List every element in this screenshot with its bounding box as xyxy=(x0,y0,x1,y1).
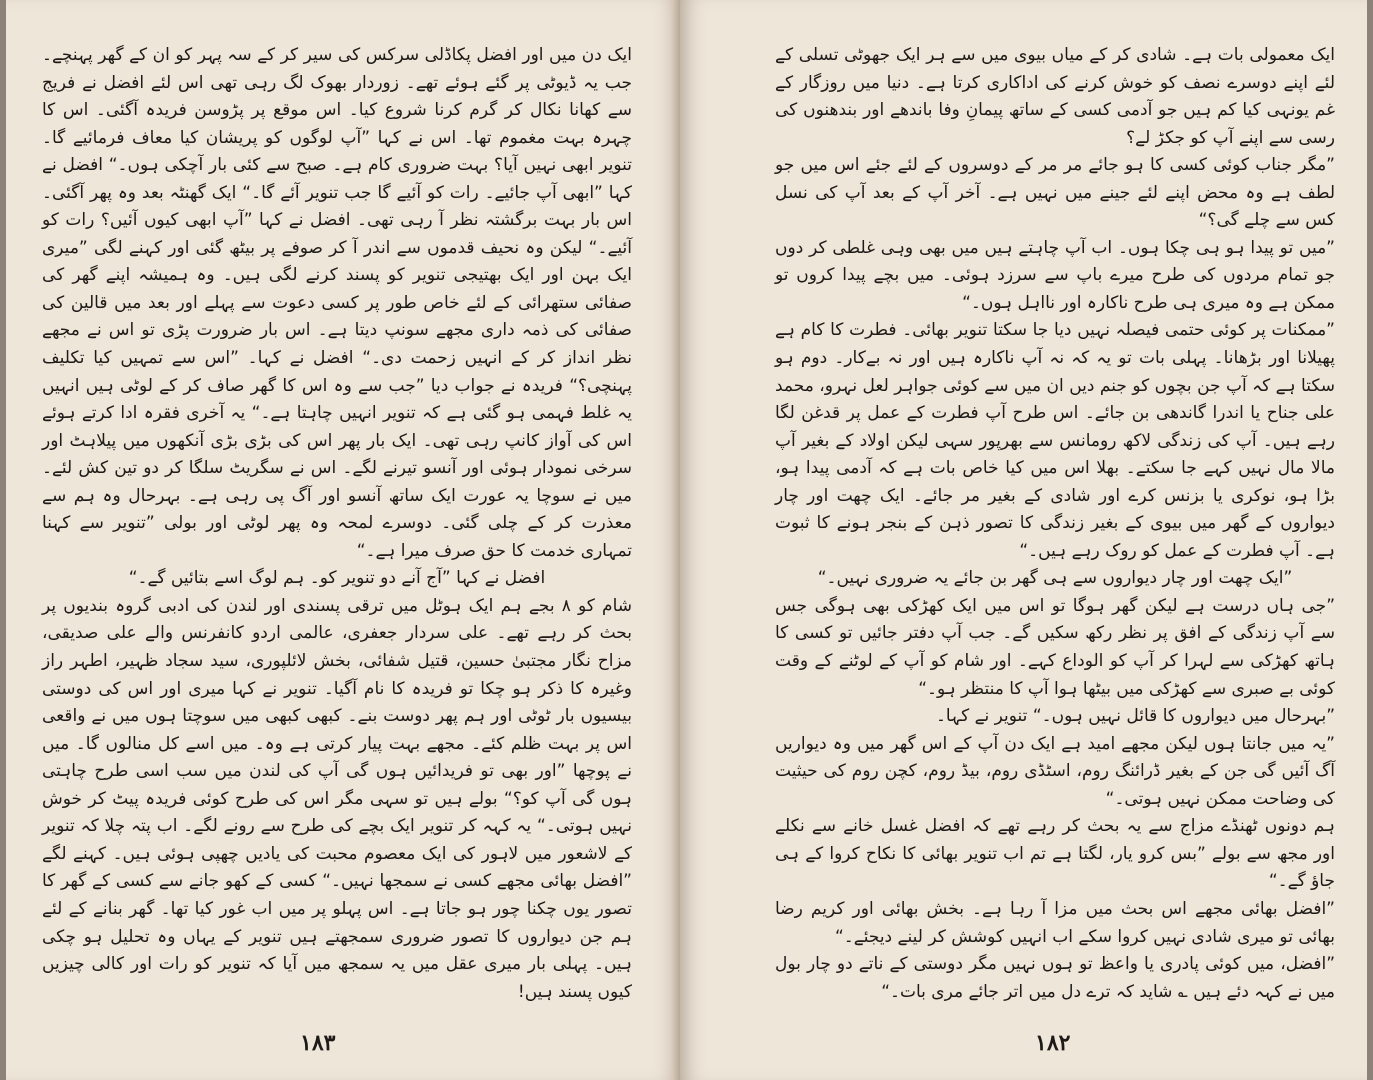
left-paragraph-3: شام کو ۸ بجے ہم ایک ہوٹل میں ترقی پسندی اور لندن کی ادبی گروہ بندیوں پر بحث کر رہے تھے۔ علی سردار جعفری، عالمی اردو کانفرنس والے علی صدیقی، مزاح نگار مجتبیٰ حسین، قتیل شفائی، بخش لائلپوری، سید سجاد ظہیر، اطہر راز وغیرہ کا ذکر ہو چکا تو فریدہ کا نام آگیا۔ تنویر نے کہا میری اور اس کی دوستی بیسیوں بار ٹوٹی اور ہم پھر دوست بنے۔ کبھی کبھی میں سوچتا ہوں میں نے واقعی اس پر بہت ظلم کئے۔ مجھے بہت پیار کرتی ہے وہ۔ میں اسے کل منالوں گا۔ میں نے پوچھا ”اور بھی تو فریدائیں ہوں گی آپ کی لندن میں سب اسی طرح چاہتی ہوں گی آپ کو؟“ بولے ہیں تو سہی مگر اس کی طرح کوئی فریدہ پیٹ کر خوش نہیں ہوتی۔“ یہ کہہ کر تنویر ایک بچے کی طرح سے رونے لگے۔ اب پتہ چلا کہ تنویر کے لاشعور میں لاہور کی ایک معصوم محبت کی یادیں چھپی ہوئی ہیں۔ کہنے لگے ”افضل بھائی مجھے کسی نے سمجھا نہیں۔“ کسی کے کھو جانے سے کسی کے گھر کا تصور یوں چکنا چور ہو جاتا ہے۔ اس پہلو پر میں اب غور کیا تھا۔ گھر بنانے کے لئے ہم جن دیواروں کا تصور ضروری سمجھتے ہیں تنویر کے یہاں وہ تحلیل ہو چکی ہیں۔ پہلی بار میری عقل میں یہ سمجھ میں آیا کہ تنویر کو رات اور کالی چیزیں کیوں پسند ہیں! xyxy=(42,595,632,1002)
left-paragraph-1: ایک دن میں اور افضل پکاڈلی سرکس کی سیر کر کے سہ پہر کو ان کے گھر پہنچے۔ جب یہ ڈیوٹی پر گئے ہوئے تھے۔ زوردار بھوک لگ رہی تھی اس لئے افضل نے فریج سے کھانا نکال کر گرم کرنا شروع کیا۔ اس موقع پر پڑوسن فریدہ آگئی۔ اس کا چہرہ بہت مغموم تھا۔ اس نے کہا ”آپ لوگوں کو پریشان کیا معاف فرمائیے گا۔ تنویر ابھی نہیں آیا؟ بہت ضروری کام ہے۔ صبح سے کئی بار آچکی ہوں۔“ افضل نے کہا ”ابھی آپ جائیے۔ رات کو آئیے گا جب تنویر آئے گا۔“ ایک گھنٹہ بعد وہ پھر آگئی۔ اس بار بہت برگشتہ نظر آ رہی تھی۔ افضل نے کہا ”آپ ابھی کیوں آئیں؟ رات کو آئیے۔“ لیکن وہ نحیف قدموں سے اندر آ کر صوفے پر بیٹھ گئی اور کہنے لگی ”میری ایک بہن اور ایک بھتیجی تنویر کو پسند کرنے لگی ہیں۔ وہ ہمیشہ اپنے گھر کی صفائی ستھرائی کے لئے خاص طور پر کسی دعوت سے پہلے اور بعد میں قالین کی صفائی کی ذمہ داری مجھے سونپ دیتا ہے۔ اس بار ضرورت پڑی تو اس نے مجھے نظر انداز کر کے انہیں زحمت دی۔“ افضل نے کہا۔ ”اس سے تمہیں کیا تکلیف پہنچی؟“ فریدہ نے جواب دیا ”جب سے وہ اس کا گھر صاف کر کے لوٹی ہیں انہیں یہ غلط فہمی ہو گئی ہے کہ تنویر انہیں چاہتا ہے۔“ یہ آخری فقرہ ادا کرتے ہوئے اس کی آواز کانپ رہی تھی۔ ایک بار پھر اس کی بڑی بڑی آنکھوں میں پیلاہٹ اور سرخی نمودار ہوئی اور آنسو تیرنے لگے۔ اس نے سگریٹ سلگا کر دو تین کش لئے۔ میں نے سوچا یہ عورت ایک ساتھ آنسو اور آگ پی رہی ہے۔ بہرحال وہ ہم سے معذرت کر کے چلی گئی۔ دوسرے لمحہ وہ پھر لوٹی اور بولی ”تنویر سے کہنا تمہاری خدمت کا حق صرف میرا ہے۔“ xyxy=(42,45,632,561)
right-paragraph-10: ”افضل بھائی مجھے اس بحث میں مزا آ رہا ہے۔ بخش بھائی اور کریم رضا بھائی تو میری شادی نہیں کروا سکے اب انہیں کوشش کر لینے دیجئے۔“ xyxy=(775,898,1335,947)
left-page-number: ۱۸۳ xyxy=(300,1030,336,1056)
left-paragraph-2: افضل نے کہا ”آج آنے دو تنویر کو۔ ہم لوگ اسے بتائیں گے۔“ xyxy=(128,568,546,589)
right-paragraph-11: ”افضل، میں کوئی پادری یا واعظ تو ہوں نہیں مگر دوستی کے ناتے دو چار بول میں نے کہہ دئے ہیں ؎ شاید کہ ترے دل میں اتر جائے مری بات۔“ xyxy=(775,954,1335,1002)
right-paragraph-9: ہم دونوں ٹھنڈے مزاج سے یہ بحث کر رہے تھے کہ افضل غسل خانے سے نکلے اور مجھ سے بولے ”بس کرو یار، لگتا ہے تم اب تنویر بھائی کا نکاح کروا کے ہی جاؤ گے۔“ xyxy=(775,816,1335,892)
right-paragraph-2: ”مگر جناب کوئی کسی کا ہو جائے مر مر کے دوسروں کے لئے جئے اس میں جو لطف ہے وہ محض اپنے لئے جینے میں نہیں ہے۔ آخر آپ کے بعد آپ کی نسل کس سے چلے گی؟“ xyxy=(775,155,1335,231)
right-page xyxy=(680,0,1373,1080)
right-paragraph-4: ”ممکنات پر کوئی حتمی فیصلہ نہیں دیا جا سکتا تنویر بھائی۔ فطرت کا کام ہے پھیلانا اور بڑھانا۔ پہلی بات تو یہ کہ نہ آپ ناکارہ ہیں اور نہ بےکار۔ دوم ہو سکتا ہے کہ آپ جن بچوں کو جنم دیں ان میں سے کوئی جواہر لعل نہرو، محمد علی جناح یا اندرا گاندھی بن جائے۔ اس طرح آپ فطرت کے عمل پر قدغن لگا رہے ہیں۔ آپ کی زندگی لاکھ رومانس سے بھرپور سہی لیکن اولاد کے بغیر آپ مالا مال نہیں کہے جا سکتے۔ بھلا اس میں کیا خاص بات ہے کہ آدمی پیدا ہو، بڑا ہو، نوکری یا بزنس کرے اور شادی کے بغیر مر جائے۔ ایک چھت اور چار دیواروں کے گھر میں بیوی کے بغیر زندگی کا تصور ذہن کے بنجر ہونے کا ثبوت ہے۔ آپ فطرت کے عمل کو روک رہے ہیں۔“ xyxy=(775,320,1335,561)
right-page-number: ۱۸۲ xyxy=(1035,1030,1071,1056)
right-paragraph-7: ”بہرحال میں دیواروں کا قائل نہیں ہوں۔“ تنویر نے کہا۔ xyxy=(935,706,1335,727)
right-paragraph-3: ”میں تو پیدا ہو ہی چکا ہوں۔ اب آپ چاہتے ہیں میں بھی وہی غلطی کر دوں جو تمام مردوں کی طرح میرے باپ سے سرزد ہوئی۔ میں بچے پیدا کروں تو ممکن ہے وہ میری ہی طرح ناکارہ اور نااہل ہوں۔“ xyxy=(775,237,1335,313)
page-edge xyxy=(0,0,6,1080)
right-paragraph-5: ”ایک چھت اور چار دیواروں سے ہی گھر بن جائے یہ ضروری نہیں۔“ xyxy=(817,568,1293,589)
right-page-text xyxy=(775,42,1335,1006)
right-paragraph-6: ”جی ہاں درست ہے لیکن گھر ہوگا تو اس میں ایک کھڑکی بھی ہوگی جس سے آپ زندگی کے افق پر نظر رکھ سکیں گے۔ جب آپ دفتر جائیں تو کسی کا ہاتھ کھڑکی سے لہرا کر آپ کو الوداع کہے۔ اور شام کو آپ کے لوٹنے کے وقت کوئی بے صبری سے کھڑکی میں بیٹھا ہوا آپ کا منتظر ہو۔“ xyxy=(775,595,1335,699)
left-page-text xyxy=(42,42,632,1006)
page-edge xyxy=(1367,0,1373,1080)
left-page xyxy=(0,0,680,1080)
right-paragraph-1: ایک معمولی بات ہے۔ شادی کر کے میاں بیوی میں سے ہر ایک جھوٹی تسلی کے لئے اپنے دوسرے نصف کو خوش کرنے کی اداکاری کرتا ہے۔ دنیا میں روزگار کے غم یونہی کیا کم ہیں جو آدمی کسی کے ساتھ پیمانِ وفا باندھے اور بندھنوں کی رسی سے اپنے آپ کو جکڑ لے؟ xyxy=(775,45,1335,148)
right-paragraph-8: ”یہ میں جانتا ہوں لیکن مجھے امید ہے ایک دن آپ کے اس گھر میں وہ دیواریں آگ آئیں گی جن کے بغیر ڈرائنگ روم، اسٹڈی روم، بیڈ روم، کچن روم کی حیثیت کی وضاحت ممکن نہیں ہوتی۔“ xyxy=(775,733,1335,809)
